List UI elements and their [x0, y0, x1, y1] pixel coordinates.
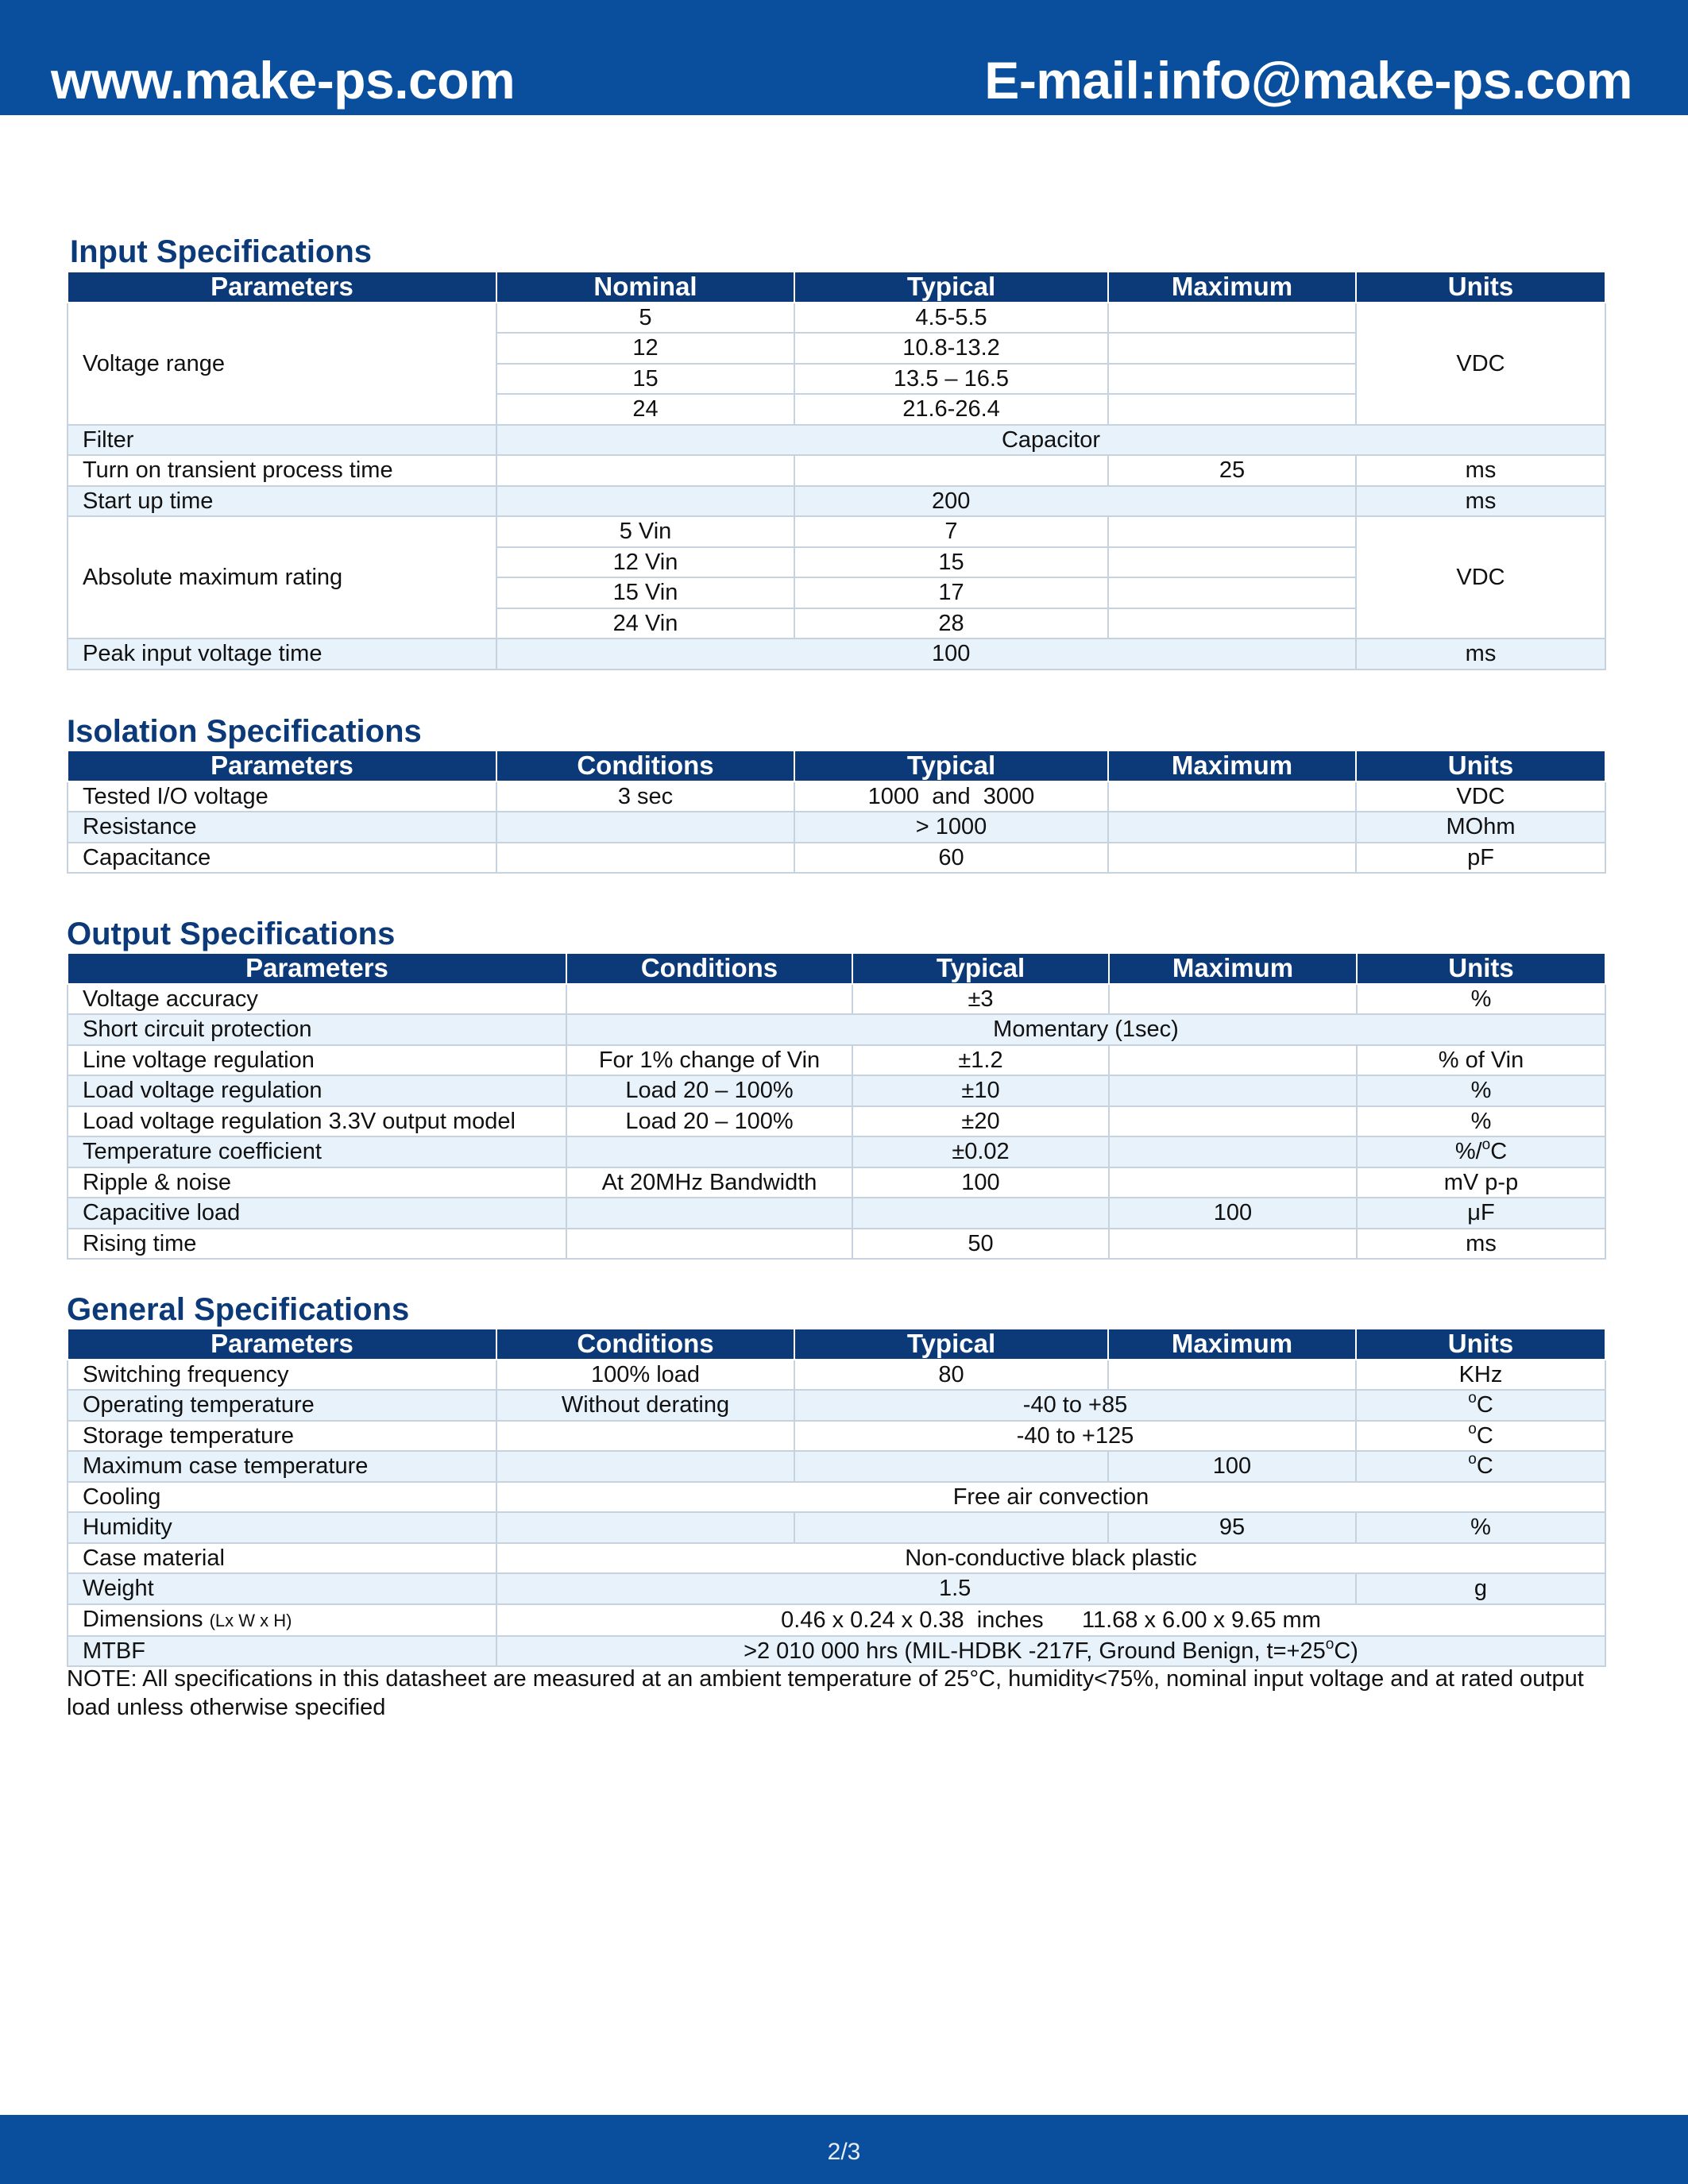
typical-cell: ±20: [852, 1106, 1109, 1137]
col-header: Maximum: [1108, 272, 1356, 303]
merged-cell: Non-conductive black plastic: [496, 1543, 1605, 1574]
param-cell: Capacitive load: [68, 1198, 566, 1229]
nominal-cell: 24 Vin: [496, 608, 794, 639]
units-cell: % of Vin: [1357, 1045, 1605, 1076]
typical-cell: 13.5 – 16.5: [794, 364, 1108, 395]
table-row: [68, 1136, 1605, 1167]
max-cell: [1109, 1167, 1357, 1198]
table-row: [68, 1360, 1605, 1391]
param-cell: Case material: [68, 1543, 496, 1574]
col-header: Typical: [852, 953, 1109, 984]
typical-cell: 80: [794, 1360, 1108, 1391]
param-cell: Operating temperature: [68, 1390, 496, 1421]
max-cell: [1108, 333, 1356, 364]
email-link[interactable]: E-mail:info@make-ps.com: [984, 51, 1632, 110]
units-text: %/: [1454, 1139, 1482, 1165]
table-row: [68, 1482, 1605, 1513]
units-cell: ms: [1357, 1229, 1605, 1260]
condition-cell: [566, 1136, 852, 1167]
max-cell: [1108, 364, 1356, 395]
col-header: Units: [1356, 751, 1605, 781]
col-header: Typical: [794, 751, 1108, 781]
table-row: [68, 781, 1605, 812]
param-cell: Resistance: [68, 812, 496, 843]
typical-cell: ±1.2: [852, 1045, 1109, 1076]
table-row: [68, 1229, 1605, 1260]
degree-sup: o: [1325, 1635, 1335, 1653]
max-cell: [1109, 1229, 1357, 1260]
condition-cell: [496, 1451, 794, 1482]
typical-cell: 7: [794, 516, 1108, 547]
param-cell: Humidity: [68, 1512, 496, 1543]
table-row: [68, 455, 1605, 486]
table-row: [68, 1512, 1605, 1543]
condition-cell: For 1% change of Vin: [566, 1045, 852, 1076]
units-cell: [1356, 1451, 1605, 1482]
typical-cell: 17: [794, 577, 1108, 608]
condition-cell: 100% load: [496, 1360, 794, 1391]
param-cell: Maximum case temperature: [68, 1451, 496, 1482]
col-header: Maximum: [1109, 953, 1357, 984]
units-cell: ms: [1356, 639, 1605, 669]
dimension-order: (Lx W x H): [209, 1610, 292, 1630]
typical-cell: ±3: [852, 984, 1109, 1015]
units-cell: [1357, 1136, 1605, 1167]
table-row: [68, 1045, 1605, 1076]
param-cell: Start up time: [68, 486, 496, 517]
col-header: Units: [1356, 272, 1605, 303]
units-cell: mV p-p: [1357, 1167, 1605, 1198]
table-row: [68, 303, 1605, 334]
table-row: [68, 1421, 1605, 1452]
merged-cell: Free air convection: [496, 1482, 1605, 1513]
input-specs-title: Input Specifications: [70, 234, 373, 269]
typical-cell: 4.5-5.5: [794, 303, 1108, 334]
units-text: C: [1476, 1453, 1493, 1480]
max-cell: 100: [1109, 1198, 1357, 1229]
table-row: [68, 516, 1605, 547]
condition-cell: [566, 1198, 852, 1229]
units-cell: MOhm: [1356, 812, 1605, 843]
nominal-cell: 5 Vin: [496, 516, 794, 547]
nominal-cell: 15: [496, 364, 794, 395]
condition-cell: Load 20 – 100%: [566, 1106, 852, 1137]
website-link[interactable]: www.make-ps.com: [51, 51, 516, 110]
condition-cell: [496, 1512, 794, 1543]
param-cell: Voltage accuracy: [68, 984, 566, 1015]
table-header-row: [68, 751, 1605, 781]
units-cell: pF: [1356, 843, 1605, 874]
input-specs-table: [67, 271, 1606, 670]
param-cell: Weight: [68, 1573, 496, 1604]
col-header: Conditions: [496, 751, 794, 781]
typical-cell: 50: [852, 1229, 1109, 1260]
table-row: [68, 1451, 1605, 1482]
condition-cell: Without derating: [496, 1390, 794, 1421]
table-row: [68, 984, 1605, 1015]
col-header: Maximum: [1108, 751, 1356, 781]
units-cell: %: [1357, 1106, 1605, 1137]
col-header: Parameters: [68, 272, 496, 303]
footer-bar: [0, 2115, 1688, 2184]
max-cell: [1109, 984, 1357, 1015]
header-bar: [0, 0, 1688, 115]
units-cell: g: [1356, 1573, 1605, 1604]
max-cell: 25: [1108, 455, 1356, 486]
max-cell: [1108, 843, 1356, 874]
typical-cell: 60: [794, 843, 1108, 874]
degree-sup: o: [1468, 1420, 1477, 1437]
nominal-cell: 24: [496, 394, 794, 425]
table-row: [68, 1604, 1605, 1636]
condition-cell: [566, 1229, 852, 1260]
col-header: Conditions: [496, 1329, 794, 1360]
param-cell: Load voltage regulation: [68, 1075, 566, 1106]
degree-sup: o: [1468, 1451, 1477, 1468]
units-cell: ms: [1356, 455, 1605, 486]
page-number: 2/3: [827, 2139, 861, 2165]
condition-cell: [566, 984, 852, 1015]
param-cell: Ripple & noise: [68, 1167, 566, 1198]
table-row: [68, 1390, 1605, 1421]
max-cell: [1108, 608, 1356, 639]
nominal-cell: 15 Vin: [496, 577, 794, 608]
table-row: [68, 1573, 1605, 1604]
typical-cell: [794, 455, 1108, 486]
param-text: Dimensions: [83, 1606, 203, 1632]
param-cell: Temperature coefficient: [68, 1136, 566, 1167]
typical-cell: 200: [794, 486, 1356, 517]
param-cell: Absolute maximum rating: [68, 516, 496, 639]
mtbf-text: >2 010 000 hrs (MIL-HDBK -217F, Ground Benign, t=+25: [744, 1638, 1326, 1664]
max-cell: [1108, 516, 1356, 547]
typical-cell: ±10: [852, 1075, 1109, 1106]
nominal-cell: [496, 486, 794, 517]
typical-cell: 15: [794, 547, 1108, 578]
table-row: [68, 843, 1605, 874]
typical-cell: 1000 and 3000: [794, 781, 1108, 812]
col-header: Nominal: [496, 272, 794, 303]
range-cell: -40 to +85: [794, 1390, 1356, 1421]
table-row: [68, 486, 1605, 517]
units-cell: %: [1357, 1075, 1605, 1106]
units-text: C: [1476, 1392, 1493, 1418]
units-cell: %: [1356, 1512, 1605, 1543]
typical-cell: 10.8-13.2: [794, 333, 1108, 364]
typical-cell: 28: [794, 608, 1108, 639]
condition-cell: [496, 1421, 794, 1452]
param-cell: Short circuit protection: [68, 1014, 566, 1045]
units-cell: KHz: [1356, 1360, 1605, 1391]
max-cell: [1108, 394, 1356, 425]
col-header: Typical: [794, 272, 1108, 303]
condition-cell: Load 20 – 100%: [566, 1075, 852, 1106]
col-header: Typical: [794, 1329, 1108, 1360]
condition-cell: [496, 843, 794, 874]
param-cell: Voltage range: [68, 303, 496, 425]
output-specs-table: [67, 952, 1606, 1260]
typical-cell: [794, 1451, 1108, 1482]
table-row: [68, 1167, 1605, 1198]
col-header: Conditions: [566, 953, 852, 984]
merged-cell: 0.46 x 0.24 x 0.38 inches 11.68 x 6.00 x 9.65 mm: [496, 1604, 1605, 1636]
nominal-cell: 12: [496, 333, 794, 364]
typical-cell: 100: [496, 639, 1356, 669]
table-row: [68, 639, 1605, 669]
max-cell: [1108, 577, 1356, 608]
param-cell: Filter: [68, 425, 496, 456]
general-specs-title: General Specifications: [67, 1292, 410, 1327]
nominal-cell: [496, 455, 794, 486]
col-header: Parameters: [68, 953, 566, 984]
col-header: Units: [1356, 1329, 1605, 1360]
mtbf-text: C): [1334, 1638, 1358, 1664]
table-row: [68, 1198, 1605, 1229]
table-row: [68, 1636, 1605, 1667]
units-cell: [1356, 1390, 1605, 1421]
table-header-row: [68, 953, 1605, 984]
param-cell: Tested I/O voltage: [68, 781, 496, 812]
units-cell: [1356, 1421, 1605, 1452]
typical-cell: [794, 1512, 1108, 1543]
range-cell: -40 to +125: [794, 1421, 1356, 1452]
max-cell: [1108, 547, 1356, 578]
param-cell: [68, 1604, 496, 1636]
typical-cell: > 1000: [794, 812, 1108, 843]
merged-cell: Momentary (1sec): [566, 1014, 1605, 1045]
col-header: Maximum: [1108, 1329, 1356, 1360]
typical-cell: [852, 1198, 1109, 1229]
typical-cell: ±0.02: [852, 1136, 1109, 1167]
table-row: [68, 1075, 1605, 1106]
table-row: [68, 1014, 1605, 1045]
table-row: [68, 425, 1605, 456]
merged-cell: Capacitor: [496, 425, 1605, 456]
max-cell: [1108, 303, 1356, 334]
isolation-specs-title: Isolation Specifications: [67, 714, 422, 749]
nominal-cell: 5: [496, 303, 794, 334]
general-specs-table: [67, 1328, 1606, 1667]
max-cell: [1109, 1045, 1357, 1076]
typical-cell: 21.6-26.4: [794, 394, 1108, 425]
typical-cell: 100: [852, 1167, 1109, 1198]
units-cell: μF: [1357, 1198, 1605, 1229]
max-cell: [1108, 781, 1356, 812]
max-cell: [1108, 812, 1356, 843]
typical-cell: 1.5: [496, 1573, 1356, 1604]
condition-cell: [496, 812, 794, 843]
merged-cell: [496, 1636, 1605, 1667]
param-cell: Turn on transient process time: [68, 455, 496, 486]
param-cell: Line voltage regulation: [68, 1045, 566, 1076]
param-cell: Rising time: [68, 1229, 566, 1260]
param-cell: Switching frequency: [68, 1360, 496, 1391]
max-cell: [1109, 1136, 1357, 1167]
condition-cell: 3 sec: [496, 781, 794, 812]
param-cell: Peak input voltage time: [68, 639, 496, 669]
max-cell: [1108, 1360, 1356, 1391]
specs-note: NOTE: All specifications in this datasheet are measured at an ambient temperature of 25°C, humidity<75%, nominal input voltage and at rated output load unless otherwise specified: [67, 1666, 1584, 1720]
table-row: [68, 1106, 1605, 1137]
table-row: [68, 812, 1605, 843]
max-cell: 95: [1108, 1512, 1356, 1543]
units-cell: VDC: [1356, 516, 1605, 639]
isolation-specs-table: [67, 750, 1606, 874]
units-text: C: [1476, 1422, 1493, 1449]
table-header-row: [68, 272, 1605, 303]
param-cell: Capacitance: [68, 843, 496, 874]
param-cell: MTBF: [68, 1636, 496, 1667]
condition-cell: At 20MHz Bandwidth: [566, 1167, 852, 1198]
col-header: Parameters: [68, 1329, 496, 1360]
table-row: [68, 1543, 1605, 1574]
units-text: C: [1490, 1139, 1508, 1165]
degree-sup: o: [1468, 1390, 1477, 1407]
max-cell: [1109, 1106, 1357, 1137]
param-cell: Storage temperature: [68, 1421, 496, 1452]
max-cell: 100: [1108, 1451, 1356, 1482]
output-specs-title: Output Specifications: [67, 916, 396, 951]
col-header: Parameters: [68, 751, 496, 781]
col-header: Units: [1357, 953, 1605, 984]
units-cell: %: [1357, 984, 1605, 1015]
param-cell: Load voltage regulation 3.3V output model: [68, 1106, 566, 1137]
degree-sup: o: [1481, 1136, 1491, 1154]
param-cell: Cooling: [68, 1482, 496, 1513]
units-cell: VDC: [1356, 303, 1605, 425]
table-header-row: [68, 1329, 1605, 1360]
nominal-cell: 12 Vin: [496, 547, 794, 578]
units-cell: ms: [1356, 486, 1605, 517]
units-cell: VDC: [1356, 781, 1605, 812]
max-cell: [1109, 1075, 1357, 1106]
